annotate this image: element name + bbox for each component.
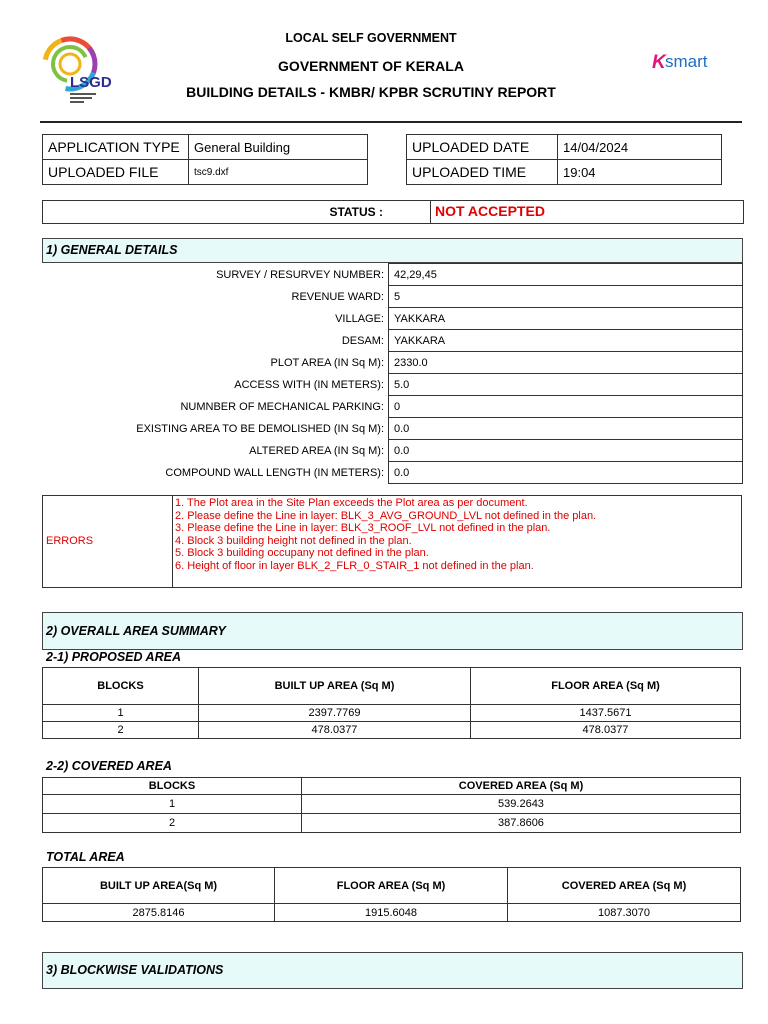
- table-header-cell: COVERED AREA (Sq M): [508, 868, 741, 904]
- table-cell: 478.0377: [471, 722, 741, 739]
- general-detail-row: [42, 286, 743, 308]
- table-cell: 2875.8146: [43, 904, 275, 922]
- uploaded-date-value: 14/04/2024: [558, 135, 722, 160]
- total-area-table: [42, 867, 741, 922]
- table-cell: 478.0377: [199, 722, 471, 739]
- general-detail-label: VILLAGE:: [42, 308, 389, 330]
- table-row: [43, 795, 741, 814]
- table-row: [43, 904, 741, 922]
- general-detail-row: [42, 308, 743, 330]
- general-detail-label: REVENUE WARD:: [42, 286, 389, 308]
- uploaded-date-label: UPLOADED DATE: [407, 135, 558, 160]
- svg-text:smart: smart: [665, 52, 708, 71]
- table-header-cell: BLOCKS: [43, 668, 199, 705]
- table-cell: 539.2643: [302, 795, 741, 814]
- uploaded-time-value: 19:04: [558, 160, 722, 185]
- application-type-label: APPLICATION TYPE: [43, 135, 189, 160]
- errors-box: [42, 495, 742, 588]
- general-detail-row: [42, 352, 743, 374]
- general-detail-label: NUMNBER OF MECHANICAL PARKING:: [42, 396, 389, 418]
- table-cell: 2: [43, 814, 302, 833]
- table-cell: 2397.7769: [199, 705, 471, 722]
- section-overall-area-title: 2) OVERALL AREA SUMMARY: [46, 624, 226, 638]
- table-cell: 1087.3070: [508, 904, 741, 922]
- lsgd-logo-text: LSGD: [70, 74, 112, 91]
- table-row: [43, 705, 741, 722]
- general-detail-value: YAKKARA: [389, 308, 743, 330]
- general-detail-value: 0.0: [389, 462, 743, 484]
- section-overall-area: [42, 612, 743, 650]
- table-cell: 1: [43, 795, 302, 814]
- general-detail-label: ALTERED AREA (IN Sq M):: [42, 440, 389, 462]
- proposed-area-title: 2-1) PROPOSED AREA: [46, 650, 181, 664]
- general-detail-value: 5.0: [389, 374, 743, 396]
- section-blockwise-validations-title: 3) BLOCKWISE VALIDATIONS: [46, 963, 224, 977]
- error-item: 5. Block 3 building occupany not defined in the plan.: [175, 547, 429, 559]
- general-detail-value: 2330.0: [389, 352, 743, 374]
- table-header-cell: FLOOR AREA (Sq M): [471, 668, 741, 705]
- general-detail-row: [42, 440, 743, 462]
- page-title: BUILDING DETAILS - KMBR/ KPBR SCRUTINY REPORT: [186, 84, 556, 100]
- section-general-details: [42, 238, 743, 263]
- header-lsg: LOCAL SELF GOVERNMENT: [285, 31, 457, 45]
- general-detail-row: [42, 330, 743, 352]
- general-detail-label: COMPOUND WALL LENGTH (IN METERS):: [42, 462, 389, 484]
- status-box: [42, 200, 744, 224]
- header-government: GOVERNMENT OF KERALA: [278, 58, 464, 74]
- general-detail-value: 0: [389, 396, 743, 418]
- general-details-table: [42, 263, 743, 484]
- error-item: 4. Block 3 building height not defined in the plan.: [175, 534, 412, 547]
- covered-area-title: 2-2) COVERED AREA: [46, 759, 172, 773]
- header-divider: [40, 121, 742, 123]
- general-detail-row: [42, 418, 743, 440]
- table-header-cell: COVERED AREA (Sq M): [302, 778, 741, 795]
- general-detail-value: 0.0: [389, 440, 743, 462]
- general-detail-value: YAKKARA: [389, 330, 743, 352]
- error-item: 3. Please define the Line in layer: BLK_3_ROOF_LVL not defined in the plan.: [175, 522, 551, 534]
- table-row: [43, 814, 741, 833]
- upload-meta-table: [406, 134, 722, 185]
- error-item: 2. Please define the Line in layer: BLK_3_AVG_GROUND_LVL not defined in the plan.: [175, 509, 597, 522]
- general-detail-label: EXISTING AREA TO BE DEMOLISHED (IN Sq M):: [42, 418, 389, 440]
- table-cell: 1915.6048: [275, 904, 508, 922]
- general-detail-row: [42, 396, 743, 418]
- table-cell: 1437.5671: [471, 705, 741, 722]
- errors-divider: [172, 496, 173, 587]
- general-detail-value: 0.0: [389, 418, 743, 440]
- table-header-cell: BUILT UP AREA(Sq M): [43, 868, 275, 904]
- general-detail-row: [42, 462, 743, 484]
- total-area-title: TOTAL AREA: [46, 850, 125, 864]
- table-cell: 1: [43, 705, 199, 722]
- uploaded-file-label: UPLOADED FILE: [43, 160, 189, 185]
- svg-text:K: K: [652, 52, 666, 73]
- application-type-value: General Building: [189, 135, 368, 160]
- general-detail-label: ACCESS WITH (IN METERS):: [42, 374, 389, 396]
- general-detail-label: DESAM:: [42, 330, 389, 352]
- status-divider: [430, 201, 431, 223]
- general-detail-value: 42,29,45: [389, 264, 743, 286]
- general-detail-label: PLOT AREA (IN Sq M):: [42, 352, 389, 374]
- covered-area-table: [42, 777, 741, 833]
- status-badge: NOT ACCEPTED: [435, 203, 545, 219]
- uploaded-file-value: tsc9.dxf: [189, 160, 368, 185]
- application-meta-table: [42, 134, 368, 185]
- table-row: [43, 722, 741, 739]
- proposed-area-table: [42, 667, 741, 739]
- status-label: STATUS :: [329, 205, 383, 219]
- section-general-details-title: 1) GENERAL DETAILS: [46, 243, 178, 257]
- uploaded-time-label: UPLOADED TIME: [407, 160, 558, 185]
- table-cell: 387.8606: [302, 814, 741, 833]
- table-header-cell: FLOOR AREA (Sq M): [275, 868, 508, 904]
- table-header-cell: BUILT UP AREA (Sq M): [199, 668, 471, 705]
- errors-label: ERRORS: [46, 535, 94, 547]
- errors-list: [175, 497, 596, 572]
- general-detail-row: [42, 264, 743, 286]
- error-item: 6. Height of floor in layer BLK_2_FLR_0_STAIR_1 not defined in the plan.: [175, 559, 534, 572]
- table-cell: 2: [43, 722, 199, 739]
- general-detail-row: [42, 374, 743, 396]
- table-header-cell: BLOCKS: [43, 778, 302, 795]
- section-blockwise-validations: [42, 952, 743, 989]
- error-item: 1. The Plot area in the Site Plan exceeds the Plot area as per document.: [175, 497, 528, 509]
- general-detail-label: SURVEY / RESURVEY NUMBER:: [42, 264, 389, 286]
- general-detail-value: 5: [389, 286, 743, 308]
